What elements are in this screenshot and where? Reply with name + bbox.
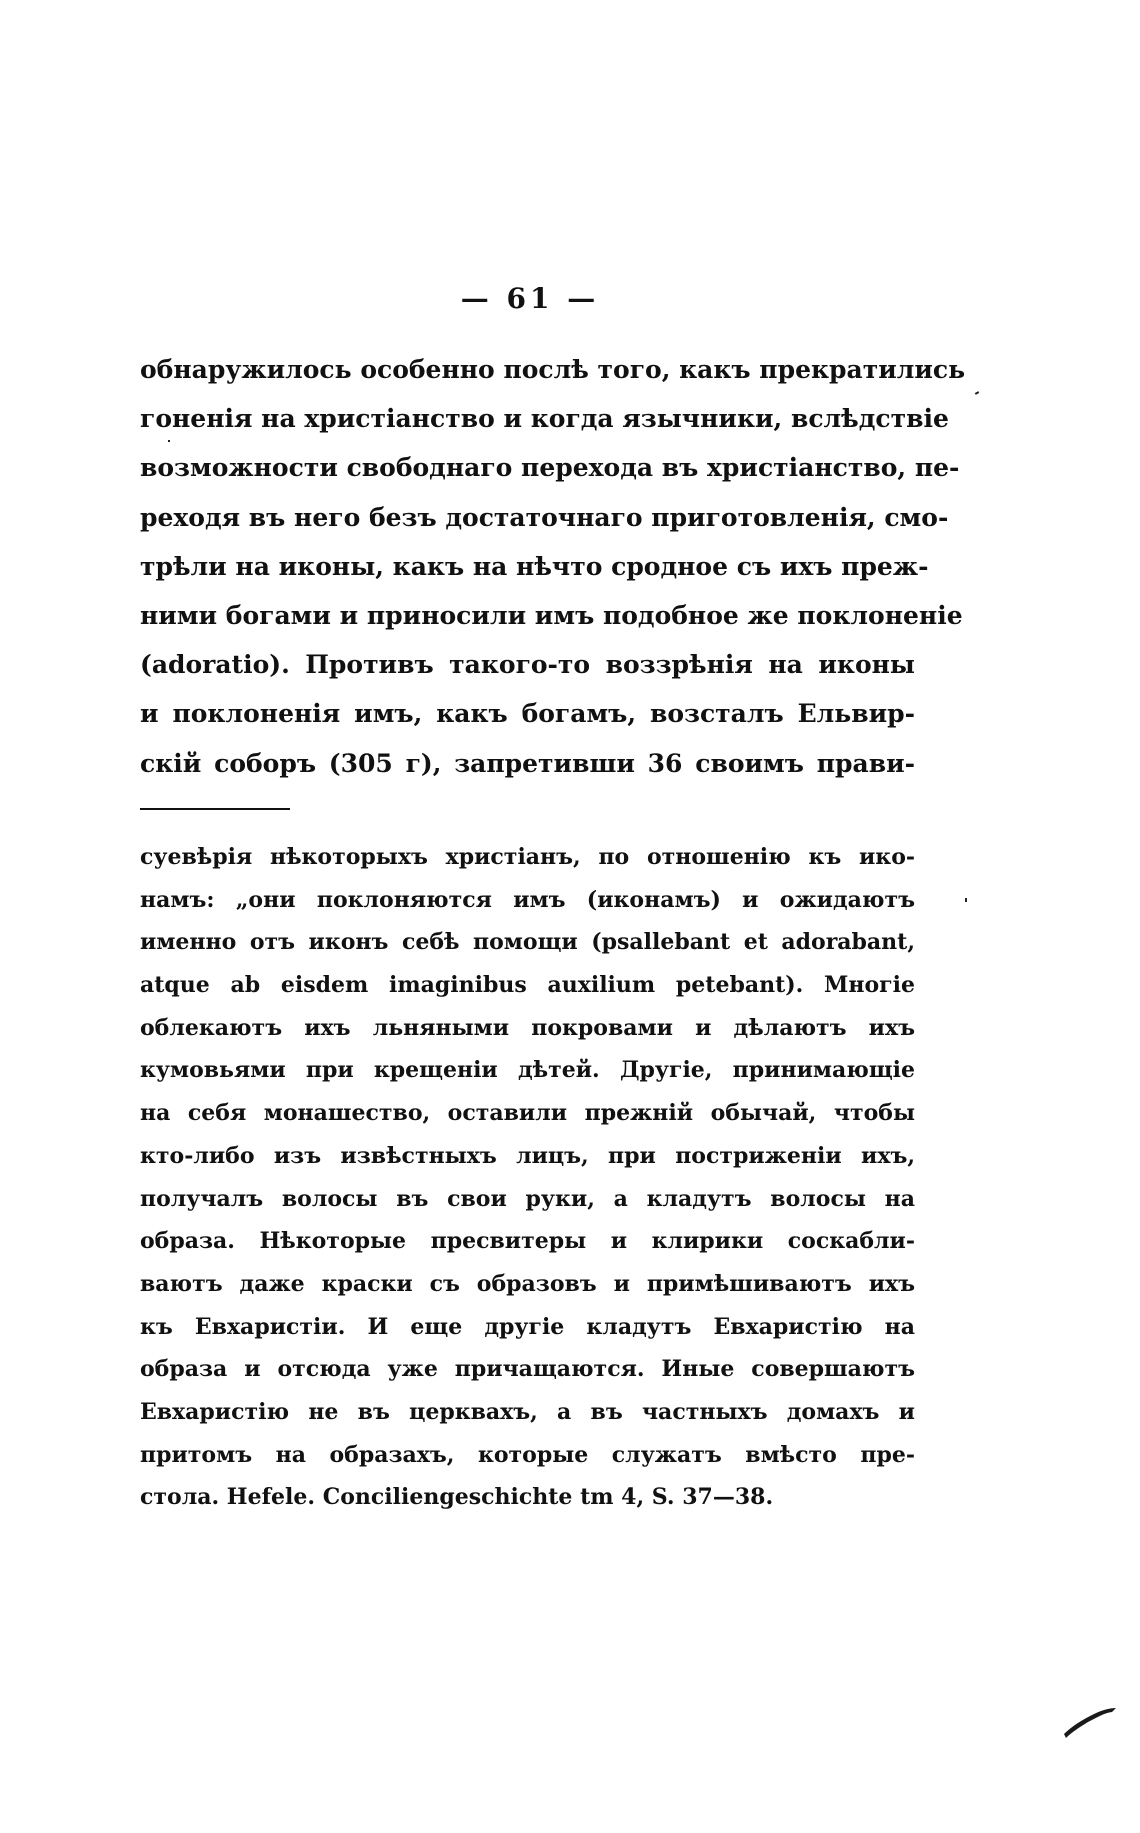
main-text-line: трѣли на иконы, какъ на нѣчто сродное съ ихъ преж- <box>140 551 929 581</box>
main-text-line: (adoratio). Противъ такого-то воззрѣнія на иконы <box>140 650 915 680</box>
footnote-line: ваютъ даже краски съ образовъ и примѣшиваютъ ихъ <box>140 1270 915 1297</box>
footnote-line: суевѣрія нѣкоторыхъ христіанъ, по отношенію къ ико- <box>140 844 915 870</box>
footnote-line: облекаютъ ихъ льняными покровами и дѣлаютъ ихъ <box>140 1014 915 1041</box>
main-text-line: скій соборъ (305 г), запретивши 36 своимъ прави- <box>140 748 915 778</box>
main-text-line: ними богами и приносили имъ подобное же поклоненіе <box>140 600 963 630</box>
footnote-line: кумовьями при крещеніи дѣтей. Другіе, принимающіе <box>140 1057 915 1084</box>
footnote-line: образа и отсюда уже причащаются. Иные совершаютъ <box>140 1356 915 1383</box>
footnote-line: къ Евхаристіи. И еще другіе кладутъ Евхаристію на <box>140 1313 915 1340</box>
footnote-line: образа. Нѣкоторые пресвитеры и клирики соскабли- <box>140 1228 915 1255</box>
footnote-line: притомъ на образахъ, которые служатъ вмѣсто пре- <box>140 1441 915 1468</box>
footnote-line: кто-либо изъ извѣстныхъ лицъ, при постриженіи ихъ, <box>140 1142 915 1169</box>
main-text-line: обнаружилось особенно послѣ того, какъ прекратились <box>140 355 966 384</box>
ink-smudge-icon <box>1060 1700 1120 1740</box>
footnote <box>140 836 915 1519</box>
footnote-line: именно отъ иконъ себѣ помощи (psallebant et adorabant, <box>140 929 915 956</box>
footnote-line: получалъ волосы въ свои руки, а кладутъ волосы на <box>140 1185 915 1212</box>
speck-mark <box>975 391 979 395</box>
main-text-line: и поклоненія имъ, какъ богамъ, возсталъ Ельвир- <box>140 699 915 729</box>
main-text-line: гоненія на христіанство и когда язычники, вслѣдствіе <box>140 404 949 434</box>
footnote-line: на себя монашество, оставили прежній обычай, чтобы <box>140 1100 915 1127</box>
main-text-line: возможности свободнаго перехода въ христіанство, пе- <box>140 453 960 483</box>
main-text <box>140 345 966 788</box>
footnote-line: стола. Hefele. Conciliengeschichte tm 4, S. 37—38. <box>140 1484 774 1511</box>
footnote-line: atque ab eisdem imaginibus auxilium petebant). Многіе <box>140 972 915 999</box>
footnote-divider <box>140 808 290 810</box>
page-number: — 61 — <box>460 282 600 315</box>
footnote-line: Евхаристію не въ церквахъ, а въ частныхъ домахъ и <box>140 1398 915 1425</box>
speck-mark <box>965 898 967 902</box>
main-text-line: реходя въ него безъ достаточнаго приготовленія, смо- <box>140 502 949 532</box>
footnote-line: намъ: „они поклоняются имъ (иконамъ) и ожидаютъ <box>140 886 915 913</box>
speck-mark <box>168 440 170 442</box>
